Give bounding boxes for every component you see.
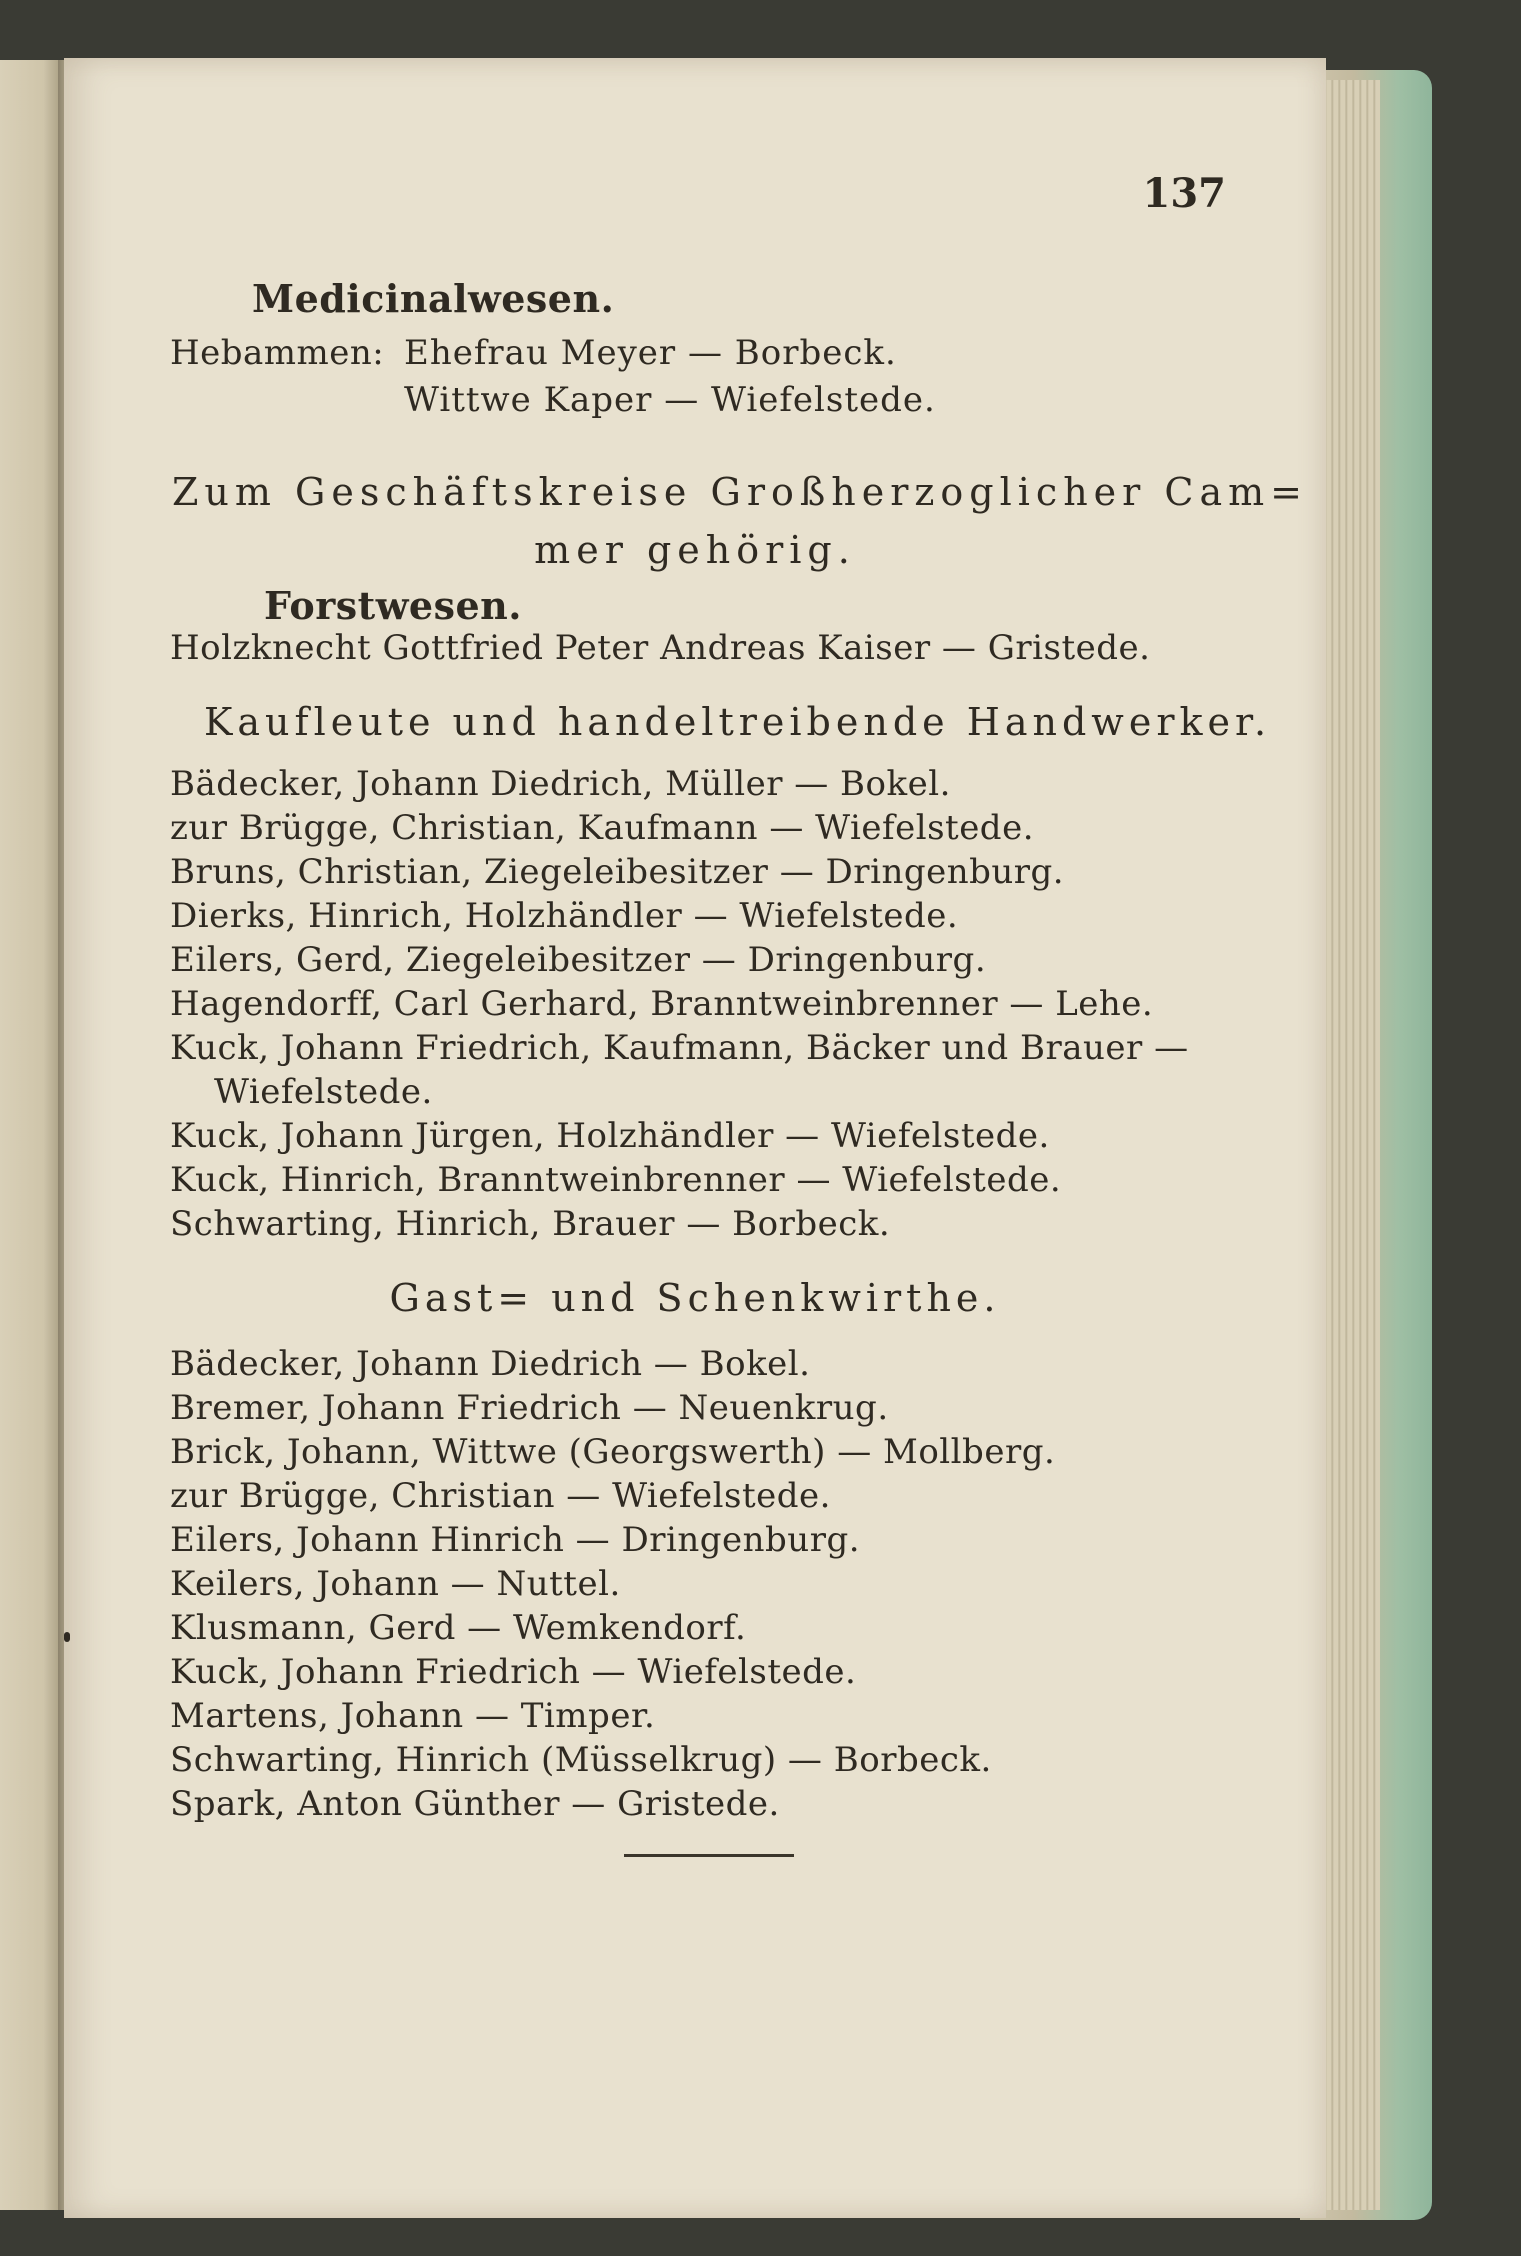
list-item: zur Brügge, Christian — Wiefelstede. bbox=[170, 1476, 831, 1516]
list-item: Schwarting, Hinrich (Müsselkrug) — Borbeck. bbox=[170, 1740, 992, 1780]
list-item: Spark, Anton Günther — Gristede. bbox=[170, 1784, 780, 1824]
page-stack-edge bbox=[1320, 80, 1380, 2210]
hebammen-label: Hebammen: bbox=[170, 333, 385, 373]
list-item: Kuck, Johann Jürgen, Holzhändler — Wiefelstede. bbox=[170, 1116, 1050, 1156]
list-item: Keilers, Johann — Nuttel. bbox=[170, 1564, 621, 1604]
gast-heading: Gast= und Schenkwirthe. bbox=[389, 1276, 1001, 1320]
list-item: zur Brügge, Christian, Kaufmann — Wiefelstede. bbox=[170, 808, 1035, 848]
forst-entry: Holzknecht Gottfried Peter Andreas Kaiser — Gristede. bbox=[170, 628, 1151, 668]
list-item: Bruns, Christian, Ziegeleibesitzer — Dringenburg. bbox=[170, 852, 1065, 892]
list-item: Brick, Johann, Wittwe (Georgswerth) — Mollberg. bbox=[170, 1432, 1056, 1472]
list-item: Kuck, Hinrich, Branntweinbrenner — Wiefelstede. bbox=[170, 1160, 1062, 1200]
list-item: Schwarting, Hinrich, Brauer — Borbeck. bbox=[170, 1204, 891, 1244]
cammer-heading-line1: Zum Geschäftskreise Großherzoglicher Cam= bbox=[172, 470, 1309, 514]
cammer-heading-line2: mer gehörig. bbox=[534, 528, 856, 572]
list-item: Hagendorff, Carl Gerhard, Branntweinbrenner — Lehe. bbox=[170, 984, 1154, 1024]
list-item: Eilers, Gerd, Ziegeleibesitzer — Dringenburg. bbox=[170, 940, 987, 980]
forst-heading: Forstwesen. bbox=[264, 583, 523, 628]
list-item: Eilers, Johann Hinrich — Dringenburg. bbox=[170, 1520, 861, 1560]
list-item: Martens, Johann — Timper. bbox=[170, 1696, 656, 1736]
kaufleute-heading: Kaufleute und handeltreibende Handwerker. bbox=[204, 700, 1272, 744]
margin-mark bbox=[64, 1632, 70, 1642]
list-item: Bädecker, Johann Diedrich, Müller — Bokel. bbox=[170, 764, 951, 804]
list-item-continuation: Wiefelstede. bbox=[214, 1072, 433, 1112]
page-number: 137 bbox=[1142, 170, 1226, 217]
hebamme-entry: Ehefrau Meyer — Borbeck. bbox=[404, 333, 897, 373]
list-item: Bädecker, Johann Diedrich — Bokel. bbox=[170, 1344, 811, 1384]
book-page bbox=[64, 58, 1326, 2218]
list-item: Klusmann, Gerd — Wemkendorf. bbox=[170, 1608, 747, 1648]
list-item: Kuck, Johann Friedrich, Kaufmann, Bäcker und Brauer — bbox=[170, 1028, 1189, 1068]
list-item: Bremer, Johann Friedrich — Neuenkrug. bbox=[170, 1388, 889, 1428]
list-item: Dierks, Hinrich, Holzhändler — Wiefelstede. bbox=[170, 896, 959, 936]
book bbox=[0, 40, 1440, 2230]
medicinal-heading: Medicinalwesen. bbox=[252, 276, 615, 321]
closing-rule bbox=[624, 1854, 794, 1857]
list-item: Kuck, Johann Friedrich — Wiefelstede. bbox=[170, 1652, 857, 1692]
hebamme-entry: Wittwe Kaper — Wiefelstede. bbox=[404, 380, 936, 420]
left-page-edge bbox=[0, 60, 62, 2210]
